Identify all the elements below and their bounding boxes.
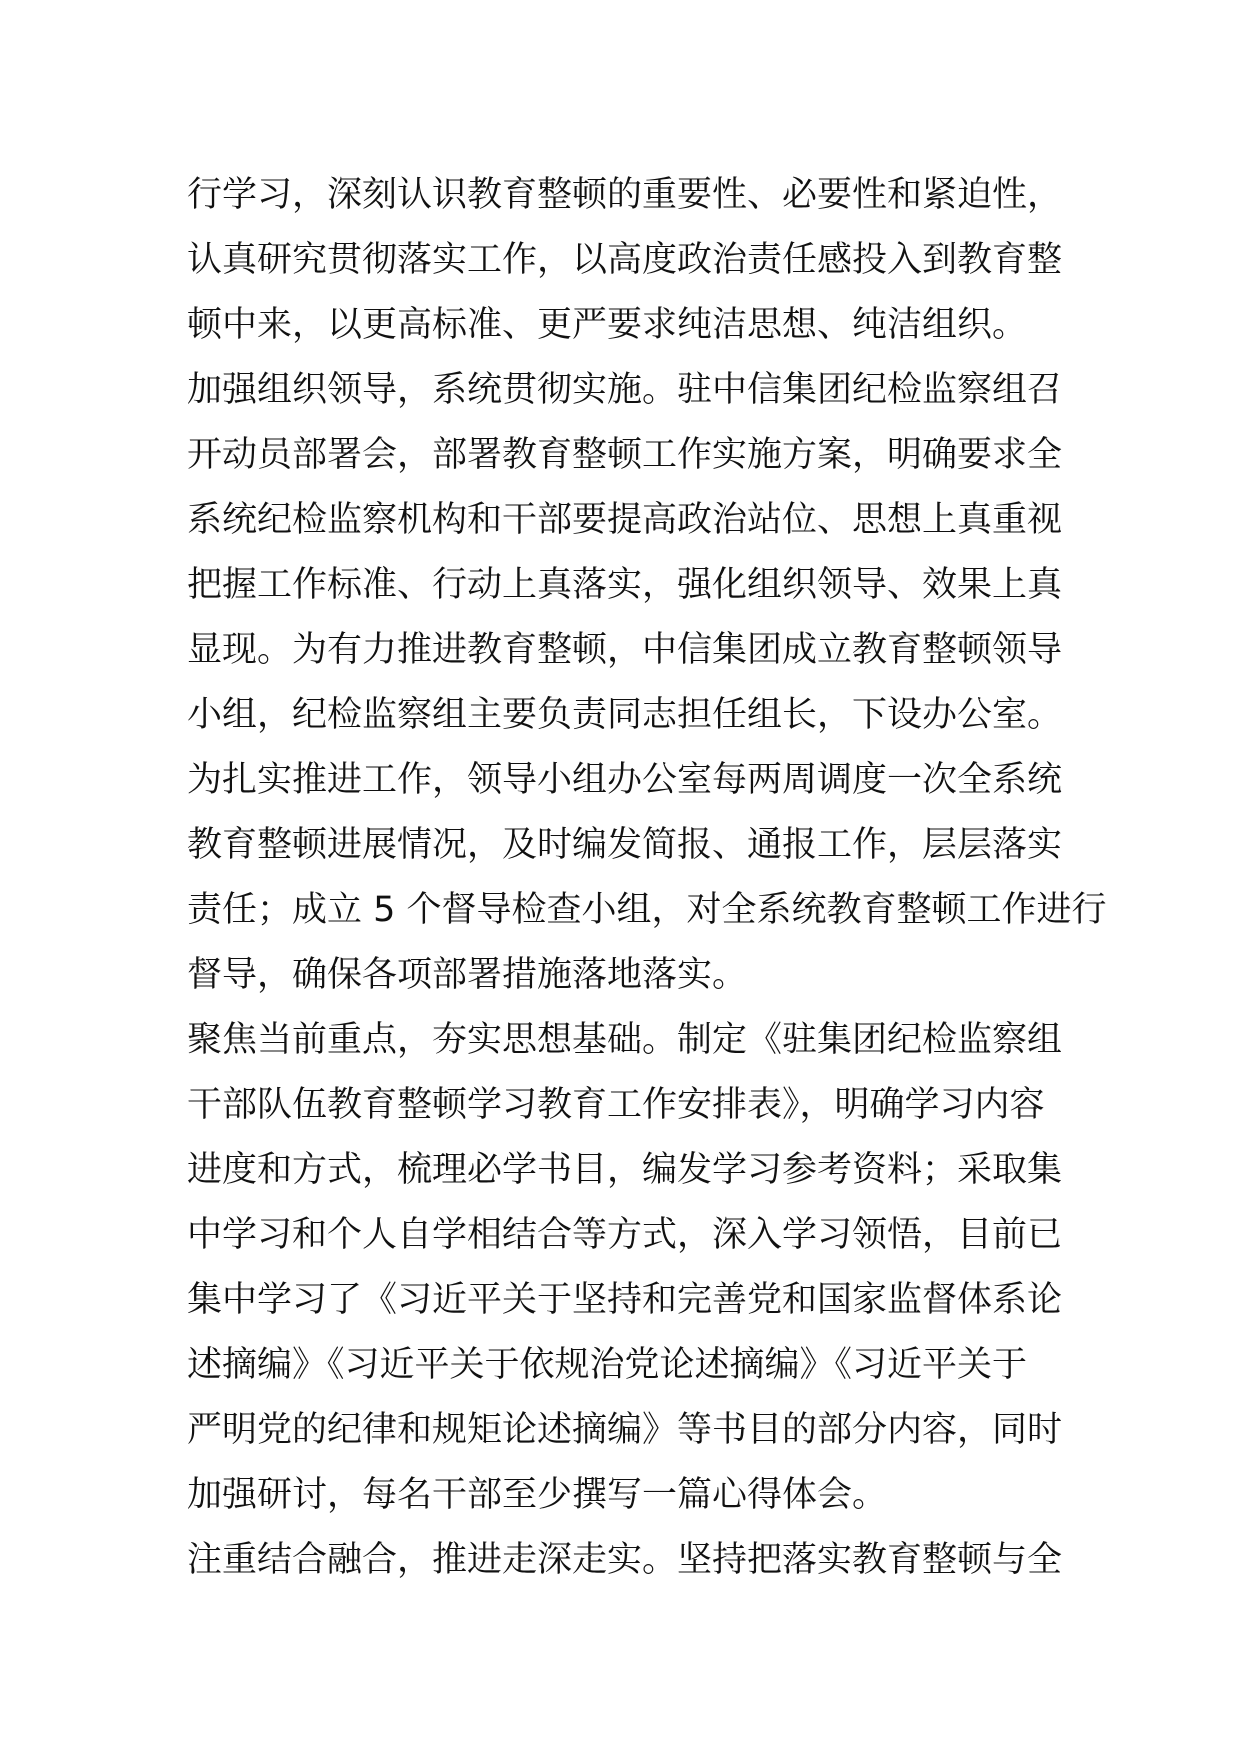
text-line: 严明党的纪律和规矩论述摘编》等书目的部分内容，同时	[187, 1410, 1063, 1450]
text-line: 显现。为有力推进教育整顿，中信集团成立教育整顿领导	[187, 630, 1063, 670]
text-line: 加强组织领导，系统贯彻实施。驻中信集团纪检监察组召	[187, 370, 1063, 410]
text-line: 加强研讨，每名干部至少撰写一篇心得体会。	[187, 1475, 888, 1515]
text-line: 为扎实推进工作，领导小组办公室每两周调度一次全系统	[187, 760, 1063, 800]
text-line: 责任；成立 5 个督导检查小组，对全系统教育整顿工作进行	[187, 890, 1107, 930]
text-line: 小组，纪检监察组主要负责同志担任组长，下设办公室。	[187, 695, 1063, 735]
text-line: 中学习和个人自学相结合等方式，深入学习领悟，目前已	[187, 1215, 1063, 1255]
text-line: 行学习，深刻认识教育整顿的重要性、必要性和紧迫性，	[187, 175, 1063, 215]
text-line: 进度和方式，梳理必学书目，编发学习参考资料；采取集	[187, 1150, 1063, 1190]
body-text	[187, 163, 1107, 1593]
text-line: 注重结合融合，推进走深走实。坚持把落实教育整顿与全	[187, 1540, 1063, 1580]
text-line: 督导，确保各项部署措施落地落实。	[187, 955, 748, 995]
text-line: 开动员部署会，部署教育整顿工作实施方案，明确要求全	[187, 435, 1063, 475]
text-line: 认真研究贯彻落实工作，以高度政治责任感投入到教育整	[187, 240, 1063, 280]
text-line: 顿中来，以更高标准、更严要求纯洁思想、纯洁组织。	[187, 305, 1028, 345]
text-line: 干部队伍教育整顿学习教育工作安排表》，明确学习内容	[187, 1085, 1045, 1125]
text-line: 教育整顿进展情况，及时编发简报、通报工作，层层落实	[187, 825, 1063, 865]
text-line: 系统纪检监察机构和干部要提高政治站位、思想上真重视	[187, 500, 1063, 540]
text-line: 述摘编》《习近平关于依规治党论述摘编》《习近平关于	[187, 1345, 1028, 1385]
text-line: 把握工作标准、行动上真落实，强化组织领导、效果上真	[187, 565, 1063, 605]
text-line: 集中学习了《习近平关于坚持和完善党和国家监督体系论	[187, 1280, 1063, 1320]
text-line: 聚焦当前重点，夯实思想基础。制定《驻集团纪检监察组	[187, 1020, 1063, 1060]
